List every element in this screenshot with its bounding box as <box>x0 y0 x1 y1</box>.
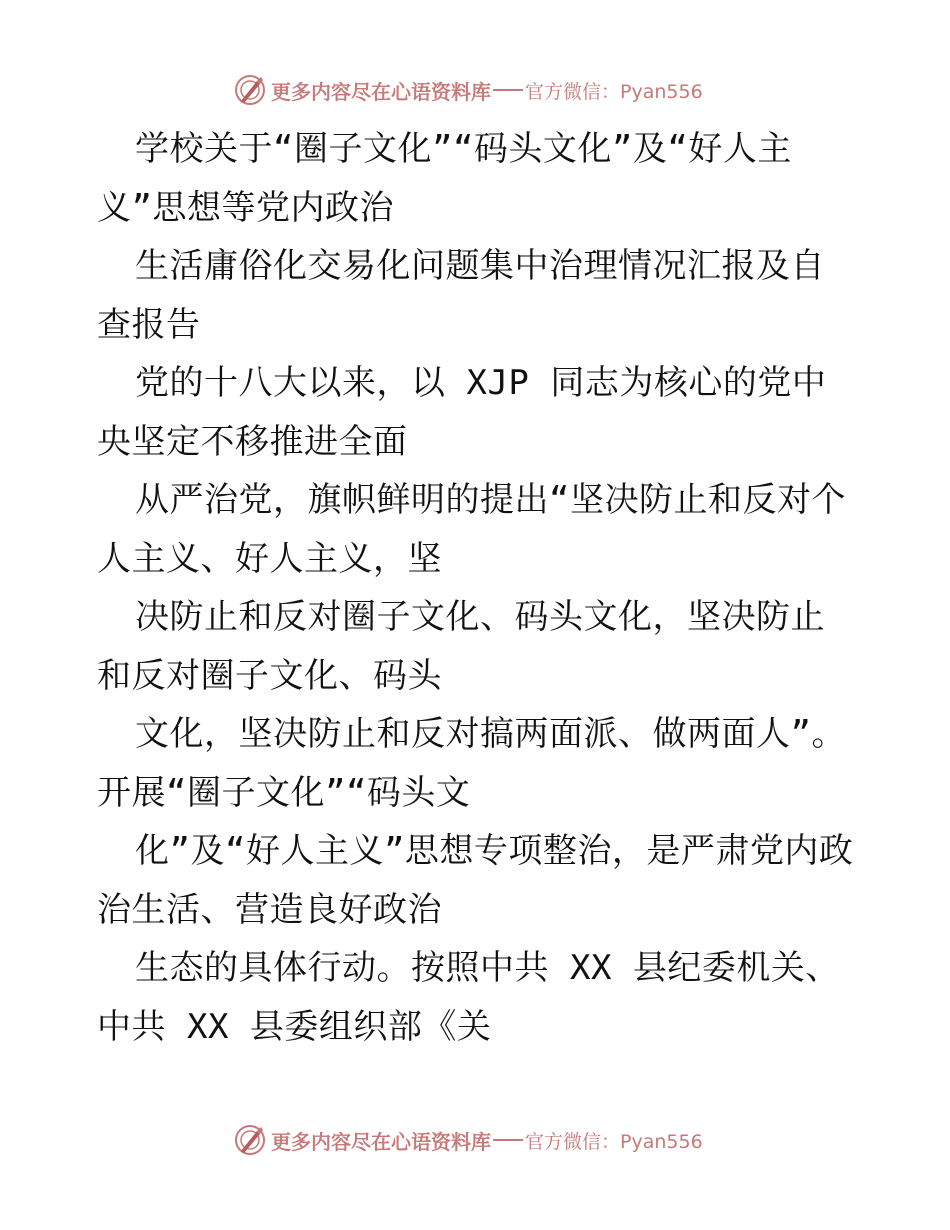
header-watermark <box>233 72 703 108</box>
watermark-brand: 更多内容尽在心语资料库 <box>271 79 491 104</box>
quill-logo-icon <box>233 73 267 107</box>
paragraph-line: 从严治党，旗帜鲜明的提出“坚决防止和反对个人主义、好人主义，坚 <box>97 480 846 579</box>
paragraph-line: 文化，坚决防止和反对搞两面派、做两面人”。开展“圈子文化”“码头文 <box>97 714 846 813</box>
watermark-contact: 官方微信：Pyan556 <box>525 1130 703 1153</box>
paragraph-line: 生活庸俗化交易化问题集中治理情况汇报及自查报告 <box>97 246 825 345</box>
watermark-contact: 官方微信：Pyan556 <box>525 80 703 103</box>
paragraph-line: 党的十八大以来，以 XJP 同志为核心的党中央坚定不移推进全面 <box>97 363 827 462</box>
watermark-brand: 更多内容尽在心语资料库 <box>271 1129 491 1154</box>
watermark-dash <box>493 89 523 91</box>
paragraph-line: 化”及“好人主义”思想专项整治，是严肃党内政治生活、营造良好政治 <box>97 831 854 930</box>
paragraph-line: 学校关于“圈子文化”“码头文化”及“好人主义”思想等党内政治 <box>97 129 792 228</box>
paragraph-line: 生态的具体行动。按照中共 XX 县纪委机关、中共 XX 县委组织部《关 <box>97 948 840 1047</box>
document-body <box>97 120 857 1056</box>
paragraph-line: 决防止和反对圈子文化、码头文化，坚决防止和反对圈子文化、码头 <box>97 597 825 696</box>
quill-logo-icon <box>233 1123 267 1157</box>
watermark-dash <box>493 1139 523 1141</box>
footer-watermark <box>233 1122 703 1158</box>
